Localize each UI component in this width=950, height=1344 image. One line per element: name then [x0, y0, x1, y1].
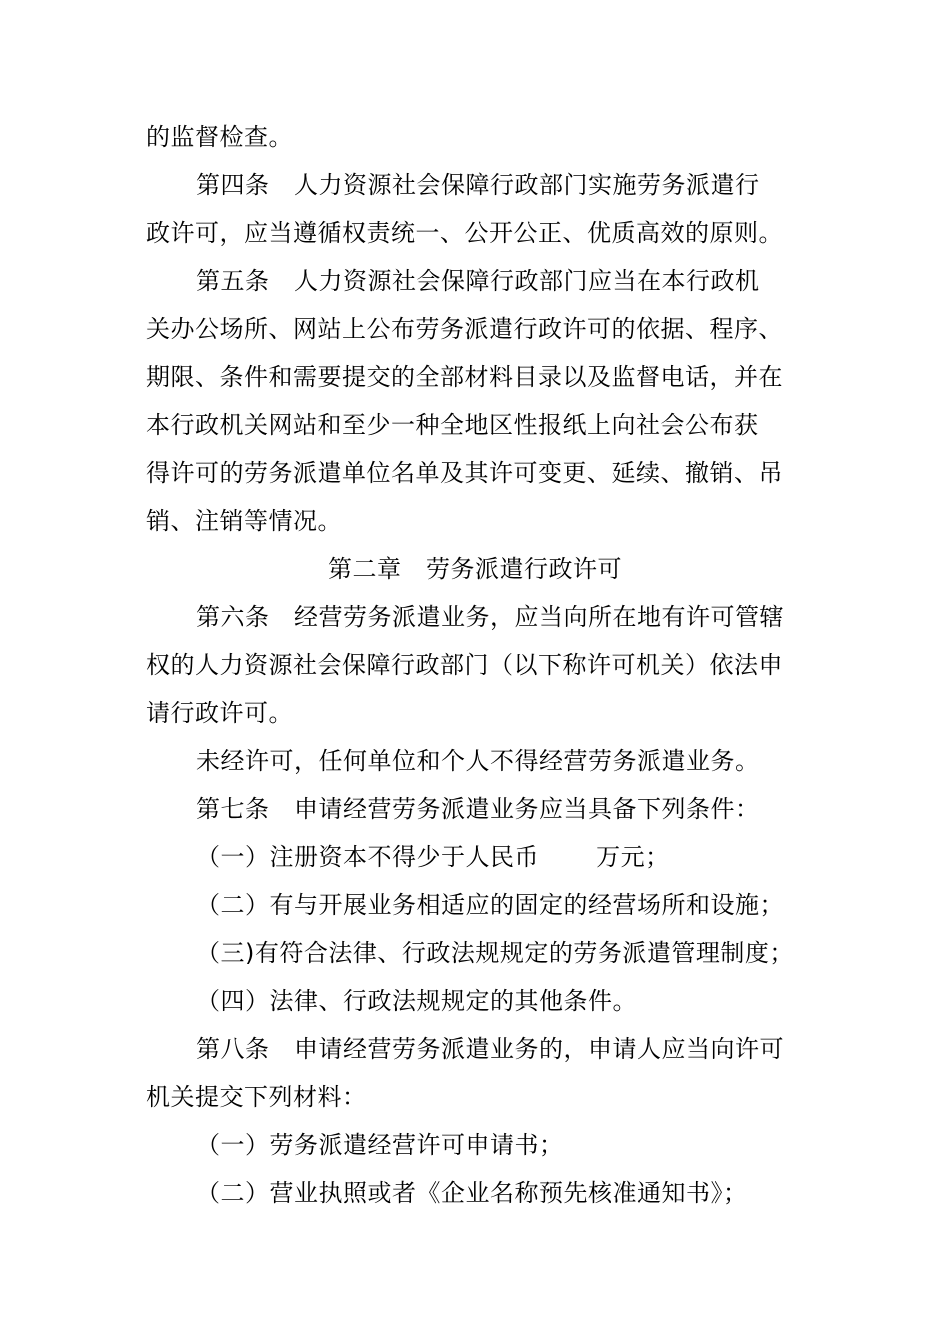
article-5-heading: 第五条 人力资源社会保障行政部门应当在本行政机 [196, 267, 760, 295]
text-line-12: 权的人力资源社会保障行政部门（以下称许可机关）依法申 [146, 651, 783, 679]
text-line-8: 得许可的劳务派遣单位名单及其许可变更、延续、撤销、吊 [146, 459, 783, 487]
article-7-heading: 第七条 申请经营劳务派遣业务应当具备下列条件： [196, 795, 760, 823]
text-line-1: 的监督检查。 [146, 123, 293, 151]
text-line-9: 销、注销等情况。 [146, 507, 342, 535]
text-line-5: 关办公场所、网站上公布劳务派遣行政许可的依据、程序、 [146, 315, 783, 343]
condition-item-4: （四）法律、行政法规规定的其他条件。 [196, 987, 637, 1015]
text-line-3: 政许可，应当遵循权责统一、公开公正、优质高效的原则。 [146, 219, 783, 247]
text-line-13: 请行政许可。 [146, 699, 293, 727]
article-6-heading: 第六条 经营劳务派遣业务，应当向所在地有许可管辖 [196, 603, 784, 631]
text-line-7: 本行政机关网站和至少一种全地区性报纸上向社会公布获 [146, 411, 759, 439]
article-8-heading: 第八条 申请经营劳务派遣业务的，申请人应当向许可 [196, 1035, 784, 1063]
material-item-1: （一）劳务派遣经营许可申请书； [196, 1131, 564, 1159]
text-line-21: 机关提交下列材料： [146, 1083, 367, 1111]
condition-item-2: （二）有与开展业务相适应的固定的经营场所和设施； [196, 891, 784, 919]
article-4-heading: 第四条 人力资源社会保障行政部门实施劳务派遣行 [196, 171, 760, 199]
chapter-2-title: 第二章 劳务派遣行政许可 [328, 555, 622, 583]
condition-item-1: （一）注册资本不得少于人民币 万元； [196, 843, 670, 871]
text-line-14: 未经许可，任何单位和个人不得经营劳务派遣业务。 [196, 747, 760, 775]
text-line-6: 期限、条件和需要提交的全部材料目录以及监督电话，并在 [146, 363, 783, 391]
material-item-2: （二）营业执照或者《企业名称预先核准通知书》； [196, 1179, 748, 1207]
condition-item-3: （三)有符合法律、行政法规规定的劳务派遣管理制度； [196, 939, 794, 967]
